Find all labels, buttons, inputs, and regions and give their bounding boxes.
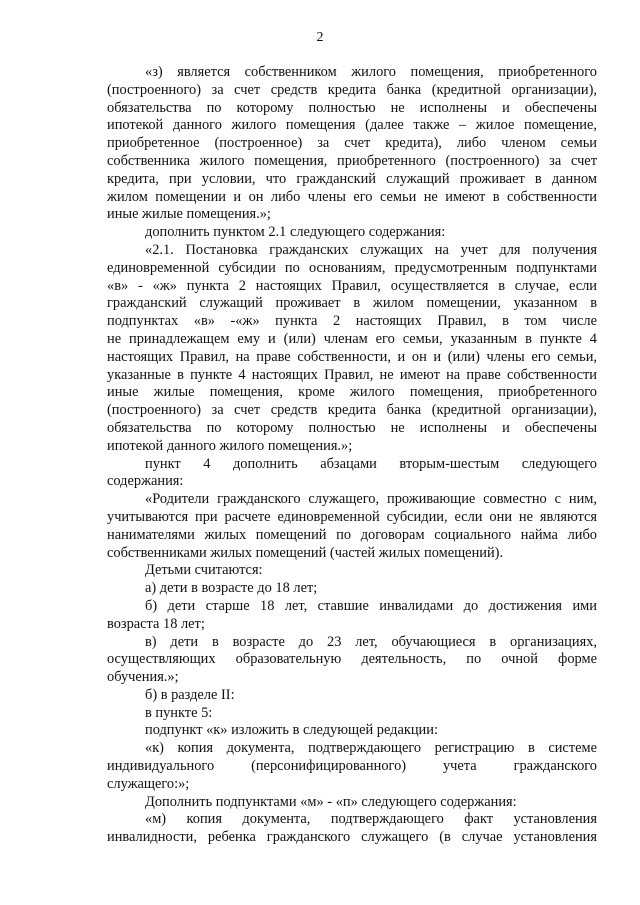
text-line: б) дети старше 18 лет, ставшие инвалидами до достижения ими xyxy=(145,597,597,614)
text-line: единовременной субсидии по основаниям, предусмотренным подпунктами xyxy=(107,259,597,276)
text-line: «2.1. Постановка гражданских служащих на учет для получения xyxy=(145,241,597,258)
text-line: обязательства по которому полностью не исполнены и обеспечены xyxy=(107,419,597,436)
text-line: не принадлежащем ему и (или) членам его семьи, указанным в пункте 4 xyxy=(107,330,597,347)
text-line: настоящих Правил, на праве собственности, и он и (или) члены его семьи, xyxy=(107,348,597,365)
text-line: ипотекой данного жилого помещения (далее также – жилое помещение, xyxy=(107,117,597,134)
text-line: осуществляющих образовательную деятельность, по очной форме xyxy=(107,651,597,668)
page-number: 2 xyxy=(316,30,324,45)
text-line: жилом помещении и он либо члены его семьи не имеют в собственности xyxy=(107,188,597,205)
text-line: «к) копия документа, подтверждающего регистрацию в системе xyxy=(145,740,597,757)
text-line: подпункт «к» изложить в следующей редакции: xyxy=(145,722,438,739)
document-body xyxy=(107,64,597,847)
text-line: содержания: xyxy=(107,473,184,490)
text-line: б) в разделе II: xyxy=(145,686,235,703)
text-line: приобретенное (построенное) за счет кредита), либо членом семьи xyxy=(107,135,597,152)
text-line: учитываются при расчете единовременной субсидии, если они не являются xyxy=(107,508,597,525)
text-line: обучения.»; xyxy=(107,669,179,686)
text-line: а) дети в возрасте до 18 лет; xyxy=(145,580,318,597)
text-line: собственника жилого помещения, приобретенного (построенного) за счет xyxy=(107,152,597,169)
text-line: (построенного) за счет средств кредита банка (кредитной организации), xyxy=(107,81,597,98)
text-line: обязательства по которому полностью не исполнены и обеспечены xyxy=(107,99,597,116)
text-line: в) дети в возрасте до 23 лет, обучающиеся в организациях, xyxy=(145,633,597,650)
text-line: в пункте 5: xyxy=(145,704,213,721)
text-line: указанные в пункте 4 настоящих Правил, не имеют на праве собственности xyxy=(107,366,597,383)
text-line: Дополнить подпунктами «м» - «п» следующего содержания: xyxy=(145,793,517,810)
text-line: «Родители гражданского служащего, проживающие совместно с ним, xyxy=(145,491,597,508)
text-line: нанимателями жилых помещений по договорам социального найма либо xyxy=(107,526,597,543)
text-line: «в» - «ж» пункта 2 настоящих Правил, осуществляется в случае, если xyxy=(107,277,597,294)
text-line: «м) копия документа, подтверждающего факт установления xyxy=(145,811,597,828)
text-line: гражданский служащий проживает в жилом помещении, указанном в xyxy=(107,295,597,312)
text-line: (построенного) за счет средств кредита банка (кредитной организации), xyxy=(107,402,597,419)
text-line: ипотекой данного жилого помещения.»; xyxy=(107,437,353,454)
text-line: иные жилые помещения, кроме жилого помещения, приобретенного xyxy=(107,384,597,401)
text-line: кредита, при условии, что гражданский служащий проживает в данном xyxy=(107,170,597,187)
text-line: подпунктах «в» -«ж» пункта 2 настоящих Правил, в том числе xyxy=(107,313,597,330)
text-line: дополнить пунктом 2.1 следующего содержания: xyxy=(145,224,446,241)
text-line: инвалидности, ребенка гражданского служащего (в случае установления xyxy=(107,829,597,846)
text-line: пункт 4 дополнить абзацами вторым-шестым следующего xyxy=(145,455,597,472)
text-line: возраста 18 лет; xyxy=(107,615,205,632)
text-line: индивидуального (персонифицированного) учета гражданского xyxy=(107,758,597,775)
text-line: Детьми считаются: xyxy=(145,562,263,579)
text-line: иные жилые помещения.»; xyxy=(107,206,271,223)
text-line: «з) является собственником жилого помещения, приобретенного xyxy=(145,64,597,80)
text-line: собственниками жилых помещений (частей жилых помещений). xyxy=(107,544,504,561)
text-line: служащего:»; xyxy=(107,775,190,792)
